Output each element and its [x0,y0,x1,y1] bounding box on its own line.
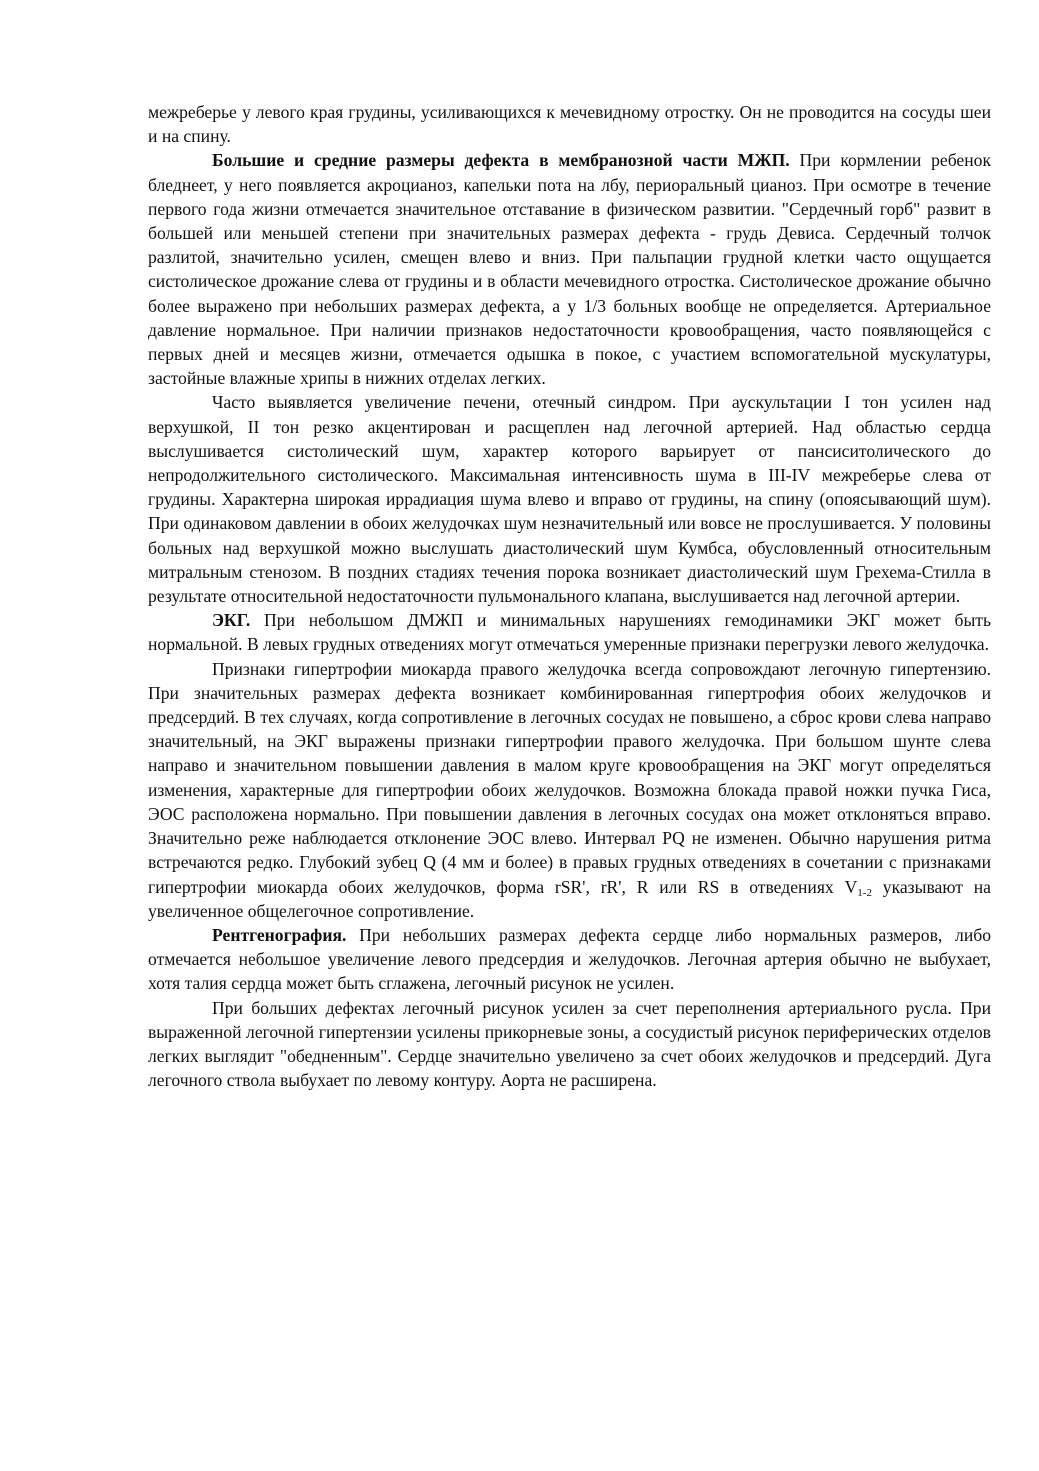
paragraph-large-defect [148,148,991,390]
paragraph-radiography [148,923,991,996]
paragraph-auscultation [148,390,991,608]
paragraph-text: межреберье у левого края грудины, усиливающихся к мечевидному отростку. Он не проводится на сосуды шеи и на спину. [148,102,991,147]
paragraph-large-defects-xray [148,996,991,1093]
paragraph-heading: ЭКГ. [212,610,251,631]
paragraph-text: При больших дефектах легочный рисунок усилен за счет переполнения артериального русла. При выраженной легочной гипертензии усилены прикорневые зоны, а сосудистый рисунок периферических отделов легких выглядит "обедненным". Сердце значительно увеличено за счет обоих желудочков и предсердий. Дуга легочного ствола выбухает по левому контуру. Аорта не расширена. [148,997,991,1091]
paragraph-text: При небольшом ДМЖП и минимальных нарушениях гемодинамики ЭКГ может быть нормальной. В левых грудных отведениях могут отмечаться умеренные признаки перегрузки левого желудочка. [148,610,991,655]
document-page [148,100,991,1092]
paragraph-murmur-conduction [148,100,991,148]
paragraph-text-tail: указывают на увеличенное общелегочное сопротивление. [148,876,991,921]
paragraph-hypertrophy [148,657,991,923]
paragraph-text: При небольших размерах дефекта сердце либо нормальных размеров, либо отмечается небольшое увеличение левого предсердия и желудочков. Легочная артерия обычно не выбухает, хотя талия сердца может быть сглажена, легочный рисунок не усилен. [148,924,991,994]
paragraph-text: При кормлении ребенок бледнеет, у него появляется акроцианоз, капельки пота на лбу, периоральный цианоз. При осмотре в течение первого года жизни отмечается значительное отставание в физическом развитии. "Сердечный горб" развит в большей или меньшей степени при значительных размерах дефекта - грудь Девиса. Сердечный толчок разлитой, значительно усилен, смещен влево и вниз. При пальпации грудной клетки часто ощущается систолическое дрожание слева от грудины и в области мечевидного отростка. Систолическое дрожание обычно более выражено при небольших размерах дефекта, а у 1/3 больных вообще не определяется. Артериальное давление нормальное. При наличии признаков недостаточности кровообращения, часто появляющейся с первых дней и месяцев жизни, отмечается одышка в покое, с участием вспомогательной мускулатуры, застойные влажные хрипы в нижних отделах легких. [148,150,991,389]
paragraph-text: Признаки гипертрофии миокарда правого желудочка всегда сопровождают легочную гипертензию. При значительных размерах дефекта возникает комбинированная гипертрофия обоих желудочков и предсердий. В тех случаях, когда сопротивление в легочных сосудах не повышено, а сброс крови слева направо значительный, на ЭКГ выражены признаки гипертрофии правого желудочка. При большом шунте слева направо и значительном повышении давления в малом круге кровообращения на ЭКГ могут определяться изменения, характерные для гипертрофии обоих желудочков. Возможна блокада правой ножки пучка Гиса, ЭОС расположена нормально. При повышении давления в легочных сосудах она может отклоняться вправо. Значительно реже наблюдается отклонение ЭОС влево. Интервал PQ не изменен. Обычно нарушения ритма встречаются редко. Глубокий зубец Q (4 мм и более) в правых грудных отведениях в сочетании с признаками гипертрофии миокарда обоих желудочков, форма rSR', rR', R или RS в отведениях V [148,658,991,897]
paragraph-ecg [148,608,991,656]
lead-subscript: 1-2 [857,886,872,899]
paragraph-heading: Рентгенография. [212,924,347,945]
paragraph-text: Часто выявляется увеличение печени, отечный синдром. При аускультации I тон усилен над верхушкой, II тон резко акцентирован и расщеплен над легочной артерией. Над областью сердца выслушивается систолический шум, характер которого варьирует от пансиситолического до непродолжительного систолического. Максимальная интенсивность шума в III-IV межреберье слева от грудины. Характерна широкая иррадиация шума влево и вправо от грудины, на спину (опоясывающий шум). При одинаковом давлении в обоих желудочках шум незначительный или вовсе не прослушивается. У половины больных над верхушкой можно выслушать диастолический шум Кумбса, обусловленный относительным митральным стенозом. В поздних стадиях течения порока возникает диастолический шум Грехема-Стилла в результате относительной недостаточности пульмонального клапана, выслушивается над легочной артерии. [148,392,991,607]
paragraph-heading: Большие и средние размеры дефекта в мембранозной части МЖП. [212,150,790,171]
